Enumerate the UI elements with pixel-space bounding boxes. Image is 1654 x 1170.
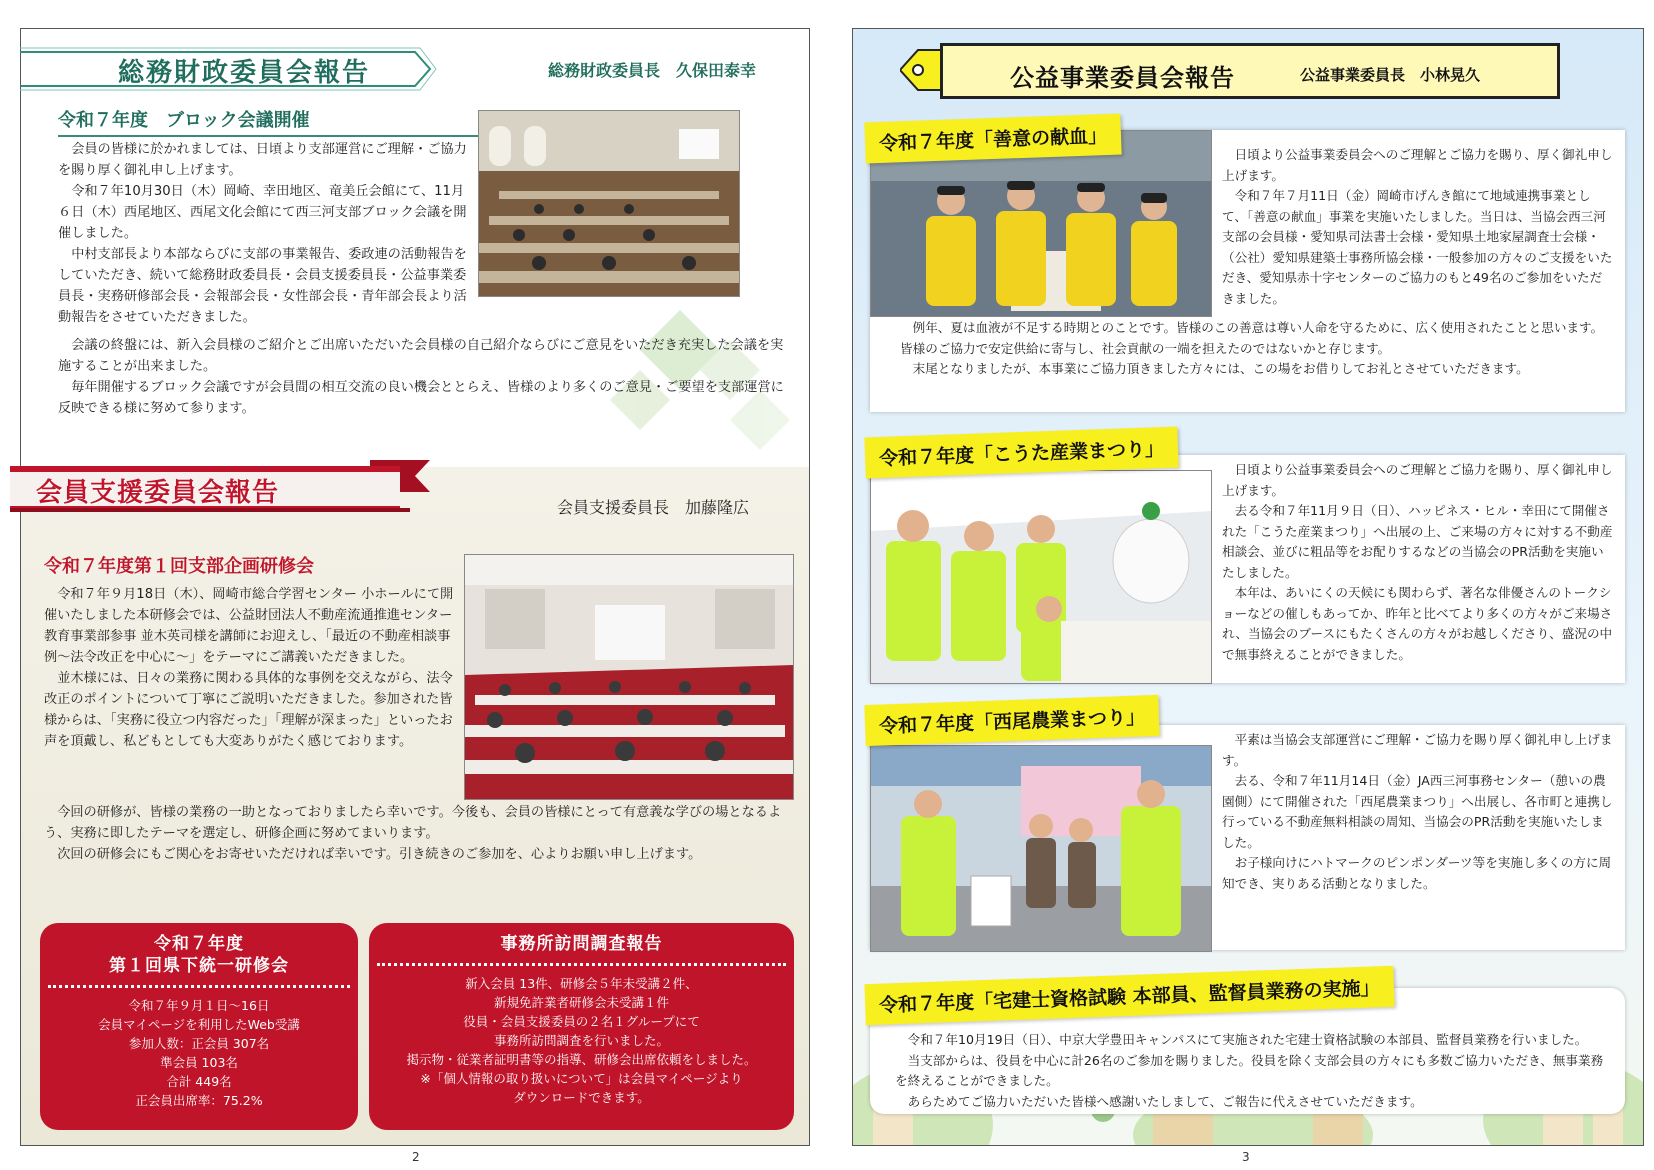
participants-regular: 参加人数：正会員 307名 xyxy=(128,1036,270,1051)
paragraph: 日頃より公益事業委員会へのご理解とご協力を賜り、厚く御礼申し上げます。 xyxy=(1222,462,1613,498)
nishio-festival-photo xyxy=(870,745,1212,952)
visit-line: 新規免許業者研修会未受講１件 xyxy=(493,995,669,1010)
dotted-divider xyxy=(377,963,786,966)
paragraph: 並木様には、日々の業務に関わる具体的な事例を交えながら、法令改正のポイントについて丁寧にご説明いただきました。参加された皆様からは、「実務に役立つ内容だった」「理解が深まった」といったお声を頂戴し、私どもとしても大変ありがたく感じております。 xyxy=(44,671,453,749)
paragraph: 去る令和７年11月９日（日）、ハッピネス・ヒル・幸田にて開催された「こうた産業まつり」へ出展の上、ご来場の方々に対する不動産相談会、並びに粗品等をお配りするなどの当協会のPR活動を実施いたしました。 xyxy=(1222,503,1613,580)
visit-line: 掲示物・従業者証明書等の指導、研修会出席依頼をしました。 xyxy=(406,1052,757,1067)
paragraph: 今回の研修が、皆様の業務の一助となっておりましたら幸いです。今後も、会員の皆様にとって有意義な学びの場となるよう、実務に即したテーマを選定し、研修企画に努めてまいります。 xyxy=(44,805,782,841)
general-affairs-chair: 総務財政委員長 久保田泰幸 xyxy=(548,61,757,80)
block-meeting-photo xyxy=(478,110,740,297)
general-affairs-title: 総務財政委員会報告 xyxy=(118,58,371,88)
kota-festival-photo xyxy=(870,470,1212,684)
blood-donation-heading: 令和７年度「善意の献血」 xyxy=(864,114,1121,164)
paragraph: お子様向けにハトマークのピンポンダーツ等を実施し多くの方に周知でき、実りある活動となりました。 xyxy=(1222,855,1612,891)
member-support-title: 会員支援委員会報告 xyxy=(36,478,280,508)
paragraph: 令和７年７月11日（金）岡崎市げんき館にて地域連携事業として、「善意の献血」事業を実施いたしました。当日は、当協会西三河支部の会員様・愛知県司法書士会様・愛知県土地家屋調査士会様・（公社）愛知県建築士事務所協会様・一般参加の方々のご支援をいただき、愛知県赤十字センターのご協力のもと49名のご参加をいただきました。 xyxy=(1222,188,1613,306)
paragraph: 平素は当協会支部運営にご理解・ご協力を賜り厚く御礼申し上げます。 xyxy=(1222,732,1613,768)
visit-line: ※「個人情報の取り扱いについて」は会員マイページより xyxy=(420,1071,743,1086)
unified-training-box xyxy=(40,923,358,1130)
block-meeting-text-top xyxy=(58,139,473,328)
training-method: 会員マイページを利用したWeb受講 xyxy=(98,1017,300,1032)
exam-heading: 令和７年度「宅建士資格試験 本部員、監督員業務の実施」 xyxy=(864,966,1394,1025)
paragraph: 令和７年10月19日（日）、中京大学豊田キャンパスにて実施された宅建士資格試験の本部員、監督員業務を行いました。 xyxy=(907,1032,1588,1047)
office-visit-box xyxy=(369,923,794,1130)
nishio-festival-heading: 令和７年度「西尾農業まつり」 xyxy=(864,695,1159,746)
paragraph: 例年、夏は血液が不足する時期とのことです。皆様のこの善意は尊い人命を守るために、広く使用されたことと思います。皆様のご協力で安定供給に寄与し、社会貢献の一端を担えたのではないかと存じます。 xyxy=(900,320,1604,356)
unified-training-title-2: 第１回県下統一研修会 xyxy=(109,956,289,976)
dotted-divider xyxy=(48,985,350,988)
paragraph: 会議の終盤には、新入会員様のご紹介とご出席いただいた会員様の自己紹介ならびにご意見をいただき充実した会議を実施することが出来ました。 xyxy=(58,338,784,374)
block-meeting-text-bottom xyxy=(58,335,793,419)
training-period: 令和７年９月１日〜16日 xyxy=(128,998,270,1013)
training-text-top xyxy=(44,584,456,752)
paragraph: 次回の研修会にもご関心をお寄せいただければ幸いです。引き続きのご参加を、心よりお願い申し上げます。 xyxy=(57,847,702,862)
paragraph: 令和７年10月30日（木）岡崎、幸田地区、竜美丘会館にて、11月６日（木）西尾地区、西尾文化会館にて西三河支部ブロック会議を開催しました。 xyxy=(58,184,467,241)
training-subtitle: 令和７年度第１回支部企画研修会 xyxy=(44,556,314,577)
paragraph: あらためてご協力いただいた皆様へ感謝いたしまして、ご報告に代えさせていただきます。 xyxy=(907,1093,1423,1109)
training-seminar-photo xyxy=(464,554,794,800)
paragraph: 当支部からは、役員を中心に計26名のご参加を賜りました。役員を除く支部会員の方々にも多数ご協力いただき、無事業務を終えることができました。 xyxy=(895,1052,1604,1088)
paragraph: 令和７年９月18日（木）、岡崎市総合学習センター 小ホールにて開催いたしました本研修会では、公益財団法人不動産流通推進センター 教育事業部参事 並木英司様を講師にお迎えし、「最近の不動産相談事例〜法令改正を中心に〜」をテーマにご講義いただきました。 xyxy=(44,587,454,665)
paragraph: 日頃より公益事業委員会へのご理解とご協力を賜り、厚く御礼申し上げます。 xyxy=(1222,147,1613,183)
blood-donation-text-wide xyxy=(900,318,1615,380)
participants-associate: 準会員 103名 xyxy=(160,1055,238,1070)
block-meeting-subtitle: 令和７年度 ブロック会議開催 xyxy=(58,106,478,137)
kota-festival-text xyxy=(1222,460,1614,665)
participants-total: 合計 449名 xyxy=(166,1074,232,1089)
paragraph: 去る、令和７年11月14日（金）JA西三河事務センター（憩いの農園側）にて開催された「西尾農業まつり」へ出展し、各市町と連携し行っている不動産無料相談の周知、当協会のPR活動を実施いたしました。 xyxy=(1222,773,1613,850)
visit-line: 新入会員 13件、研修会５年未受講２件、 xyxy=(465,976,698,991)
training-text-bottom xyxy=(44,802,794,865)
kota-festival-heading: 令和７年度「こうた産業まつり」 xyxy=(864,427,1178,479)
paragraph: 中村支部長より本部ならびに支部の事業報告、委政連の活動報告をしていただき、続いて総務財政委員長・会員支援委員長・公益事業委員長・実務研修部会長・会報部会長・女性部会長・青年部会長より活動報告をさせていただきました。 xyxy=(58,247,467,325)
paragraph: 会員の皆様に於かれましては、日頃より支部運営にご理解・ご協力を賜り厚く御礼申し上げます。 xyxy=(58,142,467,178)
attendance-rate: 正会員出席率：75.2% xyxy=(135,1093,263,1108)
paragraph: 毎年開催するブロック会議ですが会員間の相互交流の良い機会ととらえ、皆様のより多くのご意見・ご要望を支部運営に反映できる様に努めて参ります。 xyxy=(58,380,784,416)
public-service-title: 公益事業委員会報告 xyxy=(1010,64,1235,92)
public-service-chair: 公益事業委員長 小林晃久 xyxy=(1300,66,1481,84)
exam-text xyxy=(895,1030,1615,1112)
blood-donation-text xyxy=(1222,145,1614,309)
page-number-right: 3 xyxy=(1242,1150,1250,1164)
visit-line: ダウンロードできます。 xyxy=(513,1090,650,1105)
paragraph: 本年は、あいにくの天候にも関わらず、著名な俳優さんのトークショーなどの催しもあってか、昨年と比べてより多くの方々がご来場され、当協会のブースにもたくさんの方々がお越しくださり、盛況の中で無事終えることができました。 xyxy=(1222,585,1613,662)
office-visit-title: 事務所訪問調査報告 xyxy=(500,934,663,954)
paragraph: 末尾となりましたが、本事業にご協力頂きました方々には、この場をお借りしてお礼とさせていただきます。 xyxy=(912,361,1529,376)
member-support-chair: 会員支援委員長 加藤隆広 xyxy=(557,498,750,517)
visit-line: 役員・会員支援委員の２名１グループにて xyxy=(463,1014,700,1029)
page-number-left: 2 xyxy=(412,1150,420,1164)
visit-line: 事務所訪問調査を行いました。 xyxy=(493,1033,669,1048)
nishio-festival-text xyxy=(1222,730,1614,894)
unified-training-title-1: 令和７年度 xyxy=(154,934,244,954)
